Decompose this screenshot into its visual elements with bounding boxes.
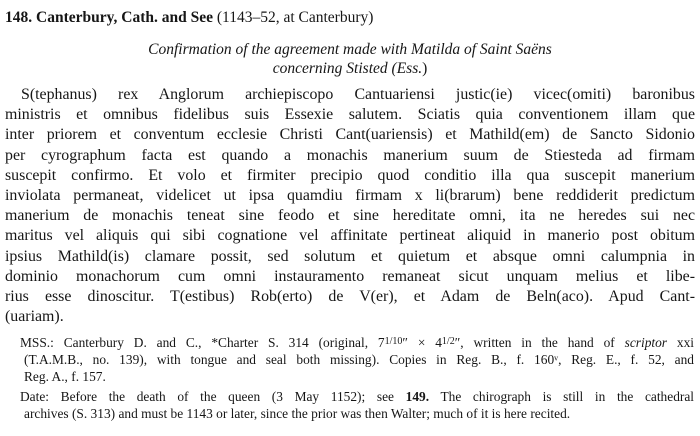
text-line: dominio monachorum cum omni instauramento remaneat sicut unquam melius et libe- bbox=[5, 267, 695, 285]
text-line: (uariam). bbox=[5, 308, 64, 326]
charter-subtitle bbox=[0, 40, 700, 78]
text-line: inter priorem et conventum ecclesie Christi Cant(uariensis) et Mathild(em) de Sancto Sidonio bbox=[5, 126, 695, 144]
text-line: ipsius Mathild(is) clamare possit, sed solutum et quietum et absque omni calumpnia in bbox=[5, 247, 695, 265]
text-line: per cyrographum facta est quando a monachis manerium suum de Stiesteda ad firmam bbox=[5, 146, 695, 164]
text-line: S(tephanus) rex Anglorum archiepiscopo Cantuariensi justic(ie) vicec(omiti) baronibus bbox=[21, 86, 695, 103]
mss-fraction: 1/10 bbox=[384, 336, 403, 347]
subtitle-text: concerning Stisted ( bbox=[272, 60, 397, 77]
date-line bbox=[20, 388, 694, 405]
mss-fraction: 1/2 bbox=[441, 336, 455, 347]
text-line: suscepit confirmo. Et volo et firmiter precipio quod conditio illa qua suscepit manerium bbox=[5, 166, 695, 184]
mss-line: Reg. A., f. 157. bbox=[24, 369, 106, 384]
subtitle-line-2 bbox=[0, 59, 700, 78]
mss-line bbox=[20, 333, 694, 351]
date-note bbox=[20, 388, 694, 422]
text-line: inviolata permaneat, videlicet ut ipsa quamdiu firmam x li(brarum) bene reddiderit predictum bbox=[5, 187, 695, 205]
date-text: Date: Before the death of the queen (3 May 1152); see bbox=[20, 389, 406, 404]
date-line: archives (S. 313) and must be 1143 or later, since the prior was then Walter; much of it is here recited. bbox=[24, 406, 571, 421]
date-text: The chirograph is still in the cathedral bbox=[429, 389, 695, 404]
editorial-notes bbox=[20, 333, 694, 422]
cross-reference: 149. bbox=[405, 389, 430, 404]
subtitle-close: ) bbox=[422, 60, 428, 77]
subtitle-line-1: Confirmation of the agreement made with Matilda of Saint Saëns bbox=[148, 41, 552, 58]
charter-title: Canterbury, Cath. and See bbox=[36, 9, 213, 26]
text-line: ministris et omnibus fidelibus suis Essexie salutem. Sciatis quia conventionem illam que bbox=[5, 106, 695, 124]
charter-date: (1143–52, at Canterbury) bbox=[216, 9, 374, 26]
mss-scribe: scriptor bbox=[624, 335, 668, 350]
subtitle-county: Ess. bbox=[396, 60, 423, 77]
mss-text: xxi bbox=[667, 335, 694, 350]
charter-text bbox=[5, 85, 695, 327]
mss-note bbox=[20, 333, 694, 385]
mss-text: ″, written in the hand of bbox=[454, 335, 625, 350]
text-line: manerium de monachis teneat sine feodo et sine hereditate omni, ita ne heredes sui nec bbox=[5, 207, 695, 225]
mss-line: (T.A.M.B., no. 139), with tongue and seal both missing). Copies in Reg. B., f. 160ᵛ, Reg. E., f. 52, and bbox=[24, 352, 694, 367]
text-line: rius esse dinoscitur. T(estibus) Rob(erto) de V(er), et Adam de Beln(aco). Apud Cant- bbox=[5, 288, 695, 306]
charter-heading bbox=[5, 8, 373, 28]
mss-text: ″ × 4 bbox=[402, 335, 442, 350]
text-line: maritus vel aliquis qui sibi cognatione vel affinitate pertineat aliquid in manerio post obitum bbox=[5, 227, 695, 245]
charter-number: 148. bbox=[5, 9, 33, 26]
mss-text: MSS.: Canterbury D. and C., *Charter S. 314 (original, 7 bbox=[20, 335, 385, 350]
